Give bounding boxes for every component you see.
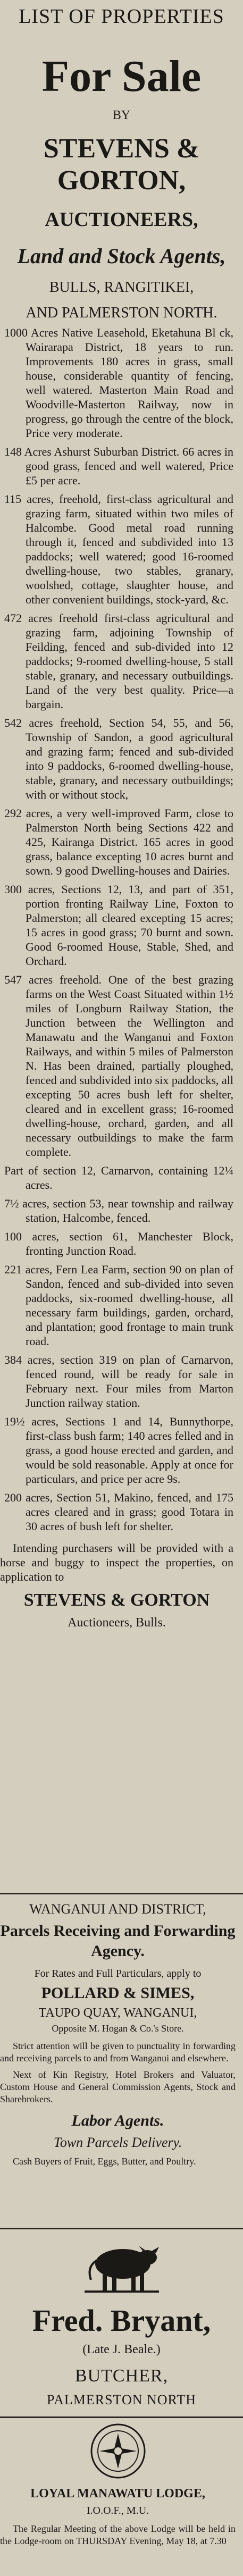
lodge-order: I.O.O.F., M.U. [86, 2505, 149, 2516]
lodge-notice-ad [0, 2422, 243, 2547]
listing-item: 542 acres freehold, Section 54, 55, and 56, Township of Sandon, a good agricultural and grazing farm; fenced and sub-divided into 9 paddocks, 6-roomed dwelling-house, stable, granary, and necessary outbuildings; with or without stock, [4, 716, 233, 801]
agency-notice: Strict attention will be given to punctuality in forwarding and receiving parcels to and from Wanganui and elsewhere. [0, 2041, 236, 2063]
cash-buyers-line: Cash Buyers of Fruit, Eggs, Butter, and Poultry. [13, 2156, 196, 2167]
listing-item: 300 acres, Sections 12, 13, and part of 351, portion fronting Railway Line, Foxton to Palmerston; all cleared excepting 15 acres; 15 acres in good grass; 70 burnt and sown. Good 6-roomed House, Stable, Shed, and Orchard. [4, 883, 233, 968]
lodge-name: LOYAL MANAWATU LODGE, [30, 2487, 205, 2501]
firm-role: AUCTIONEERS, [45, 208, 198, 231]
closing-role: Auctioneers, Bulls. [68, 1616, 166, 1630]
lodge-meeting-notice: The Regular Meeting of the above Lodge will be held in the Lodge-room on THURSDAY Evening, May 18, at 7.30 [0, 2523, 236, 2546]
butcher-trade: BUTCHER, [74, 2366, 169, 2386]
bull-icon [79, 2233, 164, 2297]
agency-address: TAUPO QUAY, WANGANUI, [38, 2006, 197, 2020]
closing-firm: STEVENS & GORTON [23, 1590, 210, 1610]
agency-next: Next of Kin Registry, Hotel Brokers and Valuator, Custom House and General Commission Agents, Stock and Sharebrokers. [0, 2069, 236, 2104]
lodge-emblem-icon [89, 2422, 147, 2480]
listing-item: Part of section 12, Carnarvon, containing 12¼ acres. [4, 1164, 233, 1191]
divider [0, 2228, 243, 2229]
listing-item: 19½ acres, Sections 1 and 14, Bunnythorpe, first-class bush farm; 140 acres felled and in grass, a good house erected and garden, and would be sold reasonable. Apply at once for particulars, and price per acre 9s. [4, 1415, 233, 1486]
listing-item: 7½ acres, section 53, near township and railway station, Halcombe, fenced. [4, 1197, 233, 1224]
butcher-ad [0, 2233, 243, 2409]
parcels-agency-ad [0, 1901, 243, 2168]
locations-line-2: AND PALMERSTON NORTH. [26, 305, 217, 321]
property-list-ad [0, 4, 243, 322]
listing-item: 115 acres, freehold, first-class agricultural and grazing farm, situated within two miles of Halcombe. Good metal road running through it, fenced and subdivided into 13 paddocks; well watered; good 16-roomed dwelling-house, two stables, granary, woolshed, cottage, slaughter house, and other convenient buildings, stock-yard, &c. [4, 492, 233, 606]
listing-item: 547 acres freehold. One of the best grazing farms on the West Coast Situated within 1½ miles of Longburn Railway Station, the Junction between the Wellington and Manawatu and the Wanganui and Foxton Railways, and within 5 miles of Palmerston N. Has been drained, partially ploughed, fenced and subdivided into six paddocks, all excepting 50 acres bush left for shelter, cleared and in excellent grass; 16-roomed dwelling-house, orchard, garden, and all necessary outbuildings to make the farm complete. [4, 973, 233, 1159]
rates-line: For Rates and Full Particulars, apply to [34, 1968, 202, 1979]
divider [0, 2416, 243, 2418]
top-line: LIST OF PROPERTIES [19, 5, 224, 28]
listing-item: 221 acres, Fern Lea Farm, section 90 on plan of Sandon, fenced and sub-divided into seven paddocks, six-roomed dwelling-house, all necessary farm buildings, garden, orchard, and plantation; good frontage to main trunk road. [4, 1263, 233, 1348]
butcher-late: (Late J. Beale.) [82, 2343, 161, 2356]
listings [0, 325, 243, 1631]
butcher-name: Fred. Bryant, [32, 2303, 211, 2338]
agents-line: Land and Stock Agents, [17, 244, 226, 268]
agency-address-2: Opposite M. Hogan & Co.'s Store. [52, 2023, 184, 2034]
agency-heading: WANGANUI AND DISTRICT, [29, 1901, 206, 1917]
listing-item: 472 acres freehold first-class agricultural and grazing farm, adjoining Township of Feilding, fenced and sub-divided into 12 paddocks; 9-roomed dwelling-house, 5 stall stable, granary, and necessary outbuildings. Land of the very best quality. Price—a bargain. [4, 611, 233, 711]
by-line: BY [112, 108, 131, 122]
listing-item: 292 acres, a very well-improved Farm, close to Palmerston North being Sections 422 and 425, Kairanga District. 165 acres in good grass, balance excepting 10 acres burnt and sown. 9 good Dwelling-houses and Dairies. [4, 807, 233, 877]
listing-item: 148 Acres Ashurst Suburban District. 66 acres in good grass, fenced and well watered, Price £5 per acre. [4, 445, 233, 487]
agency-firm: POLLARD & SIMES, [41, 1984, 195, 2002]
listing-item: 384 acres, section 319 on plan of Carnarvon, fenced round, will be ready for sale in February next. Four miles from Marton Junction railway station. [4, 1353, 233, 1409]
divider [0, 1893, 243, 1894]
butcher-town: PALMERSTON NORTH [47, 2392, 196, 2407]
closing-text: Intending purchasers will be provided with a horse and buggy to inspect the properties, on application to [0, 1541, 233, 1583]
firm-name: STEVENS & GORTON, [43, 133, 200, 196]
locations-line: BULLS, RANGITIKEI, [49, 279, 194, 296]
listing-item: 200 acres, Section 51, Makino, fenced, and 175 acres cleared and in grass; good Totara in 30 acres of bush left for shelter. [4, 1491, 233, 1533]
labor-line: Labor Agents. [71, 2112, 164, 2129]
listing-item: 1000 Acres Native Leasehold, Eketahuna Bl ck, Wairarapa District, 18 years to run. Improvements 180 acres in grass, small house, considerable quantity of fencing, well watered. Masterton Main Road and Woodville-Masterton Railway, now in progress, go through the centre of the block, Price very moderate. [4, 326, 233, 440]
headline: For Sale [41, 52, 202, 101]
listing-item: 100 acres, section 61, Manchester Block, fronting Junction Road. [4, 1230, 233, 1257]
agency-subheading: Parcels Receiving and Forwarding Agency. [0, 1922, 236, 1960]
town-parcels-line: Town Parcels Delivery. [53, 2135, 182, 2150]
